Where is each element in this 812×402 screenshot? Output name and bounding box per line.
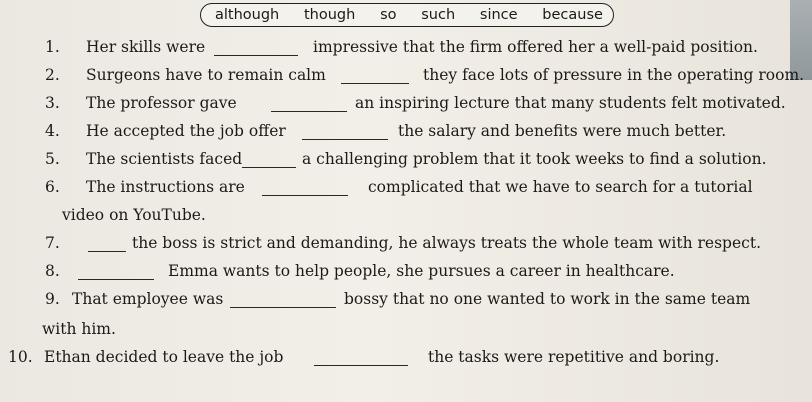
item-number: 4. <box>45 122 60 140</box>
answer-blank[interactable] <box>302 138 388 140</box>
item-text-after: bossy that no one wanted to work in the same team <box>344 290 751 308</box>
item-text-after: the boss is strict and demanding, he always treats the whole team with respect. <box>132 234 761 252</box>
item-number: 6. <box>45 178 60 196</box>
item-text-before: The instructions are <box>86 178 245 196</box>
answer-blank[interactable] <box>242 166 296 168</box>
item-text-before: The scientists faced <box>86 150 243 168</box>
item-number: 10. <box>8 348 33 366</box>
item-number: 1. <box>45 38 60 56</box>
item-text-before: He accepted the job offer <box>86 122 286 140</box>
item-text-before: Her skills were <box>86 38 206 56</box>
answer-blank[interactable] <box>88 250 126 252</box>
item-number: 9. <box>45 290 60 308</box>
item-text-before: That employee was <box>72 290 224 308</box>
item-text-after: impressive that the firm offered her a well-paid position. <box>313 38 758 56</box>
word-bank <box>200 3 614 27</box>
item-text-continuation: with him. <box>42 320 116 338</box>
item-number: 3. <box>45 94 60 112</box>
word-bank-item: such <box>421 7 456 23</box>
word-bank-item: though <box>303 7 356 23</box>
item-text-after: an inspiring lecture that many students felt motivated. <box>355 94 786 112</box>
word-bank-item: since <box>479 7 518 23</box>
word-bank-item: because <box>542 7 603 23</box>
item-number: 8. <box>45 262 60 280</box>
item-text-after: a challenging problem that it took weeks to find a solution. <box>302 150 767 168</box>
item-text-after: they face lots of pressure in the operating room. <box>423 66 805 84</box>
answer-blank[interactable] <box>214 54 298 56</box>
word-bank-item: although <box>215 7 280 23</box>
item-text-continuation: video on YouTube. <box>62 206 206 224</box>
answer-blank[interactable] <box>78 278 154 280</box>
item-text-after: Emma wants to help people, she pursues a career in healthcare. <box>168 262 675 280</box>
item-text-after: the tasks were repetitive and boring. <box>428 348 720 366</box>
answer-blank[interactable] <box>262 194 348 196</box>
item-text-after: complicated that we have to search for a tutorial <box>368 178 753 196</box>
item-number: 5. <box>45 150 60 168</box>
item-number: 7. <box>45 234 60 252</box>
answer-blank[interactable] <box>314 364 408 366</box>
item-number: 2. <box>45 66 60 84</box>
answer-blank[interactable] <box>230 306 336 308</box>
item-text-before: Ethan decided to leave the job <box>44 348 284 366</box>
item-text-before: Surgeons have to remain calm <box>86 66 326 84</box>
item-text-before: The professor gave <box>86 94 237 112</box>
item-text-after: the salary and benefits were much better. <box>398 122 727 140</box>
answer-blank[interactable] <box>271 110 347 112</box>
word-bank-item: so <box>380 7 397 23</box>
answer-blank[interactable] <box>341 82 409 84</box>
